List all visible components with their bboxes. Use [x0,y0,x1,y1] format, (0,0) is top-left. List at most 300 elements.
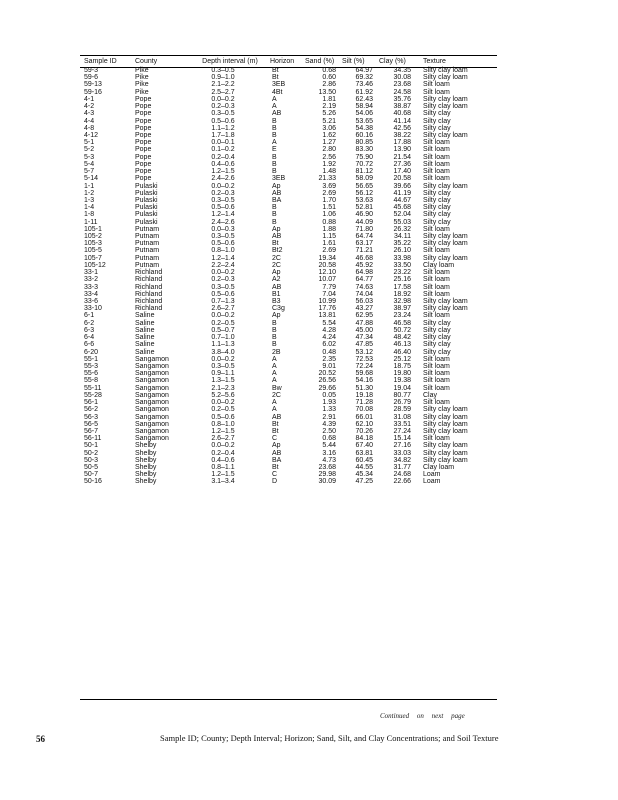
table-row [80,392,497,399]
cell-horizon: B1 [272,290,281,298]
cell-sample-id: 55-3 [84,362,99,370]
cell-horizon: AB [272,449,282,457]
cell-sample-id: 105-1 [84,225,102,233]
cell-sand: 5.26 [322,110,336,118]
cell-depth: 0.3–0.5 [211,110,235,118]
cell-silt: 72.53 [355,355,373,363]
cell-county: Pope [135,146,152,154]
cell-horizon: Ap [272,269,281,277]
cell-sand: 1.61 [322,240,336,248]
cell-texture: Clay [423,391,438,399]
cell-depth: 2.6–2.7 [211,305,235,313]
cell-clay: 55.03 [393,218,411,226]
table-row [80,349,497,356]
table-row [80,464,497,471]
cell-depth: 0.3–0.5 [211,233,235,241]
cell-depth: 2.5–2.7 [211,88,235,96]
cell-texture: Silty clay loam [423,74,468,82]
cell-clay: 19.80 [393,370,411,378]
cell-county: Saline [135,319,155,327]
cell-texture: Silt loam [423,312,450,320]
cell-clay: 30.08 [393,74,411,82]
cell-clay: 40.68 [393,110,411,118]
cell-horizon: AB [272,413,282,421]
cell-depth: 1.2–1.5 [211,168,235,176]
cell-texture: Silty clay loam [423,131,468,139]
cell-clay: 34.11 [394,233,411,241]
cell-clay: 22.66 [393,478,411,486]
cell-horizon: D [272,478,278,486]
cell-county: Putnam [135,225,160,233]
cell-silt: 67.40 [355,442,373,450]
table-row [80,146,497,153]
cell-texture: Silty clay loam [423,233,468,241]
cell-county: Sangamon [135,384,169,392]
cell-depth: 0.2–0.5 [211,319,235,327]
cell-sample-id: 33-6 [84,298,99,305]
cell-clay: 17.40 [393,168,411,176]
cell-depth: 0.9–1.1 [211,370,235,378]
cell-horizon: A [272,95,277,103]
cell-sample-id: 55-11 [84,384,102,392]
cell-texture: Silt loam [423,399,450,407]
cell-county: Putnam [135,233,160,241]
cell-horizon: AB [272,189,282,197]
cell-silt: 58.94 [355,103,373,111]
cell-texture: Silty clay [423,319,451,327]
cell-clay: 27.24 [393,427,411,435]
cell-sand: 0.68 [322,67,336,74]
cell-horizon: A [272,370,277,378]
cell-sand: 1.06 [322,211,336,219]
cell-clay: 15.14 [393,435,411,443]
table-row [80,161,497,168]
cell-county: Putnam [135,247,160,255]
cell-sand: 0.88 [322,218,336,226]
cell-horizon: AB [272,110,282,118]
cell-sand: 2.80 [322,146,336,154]
cell-clay: 45.68 [393,204,411,212]
cell-sample-id: 105-2 [84,233,102,241]
table-row [80,450,497,457]
cell-county: Pulaski [135,204,158,212]
cell-horizon: A [272,139,277,147]
cell-silt: 46.68 [355,254,373,262]
cell-sand: 3.16 [322,449,336,457]
cell-silt: 84.18 [355,435,373,443]
cell-depth: 1.2–1.4 [211,254,235,262]
cell-horizon: B [272,334,277,342]
table-row [80,211,497,218]
cell-horizon: AB [272,283,282,291]
table-row [80,399,497,406]
table-row [80,298,497,305]
table-row [80,377,497,384]
cell-horizon: B [272,218,277,226]
cell-silt: 81.12 [355,168,373,176]
cell-clay: 33.50 [393,261,411,269]
cell-sample-id: 6-6 [84,341,95,349]
cell-clay: 41.14 [393,117,411,125]
cell-clay: 38.87 [393,103,411,111]
cell-silt: 47.34 [355,334,373,342]
cell-sample-id: 55-6 [84,370,99,378]
cell-sand: 10.99 [318,298,336,305]
table-row [80,204,497,211]
cell-county: Richland [135,298,163,305]
cell-clay: 41.19 [393,189,411,197]
cell-sample-id: 50-1 [84,442,99,450]
table-row [80,168,497,175]
cell-sample-id: 59-6 [84,74,99,82]
cell-horizon: Bt [272,464,279,472]
cell-county: Shelby [135,478,157,486]
col-header-silt: Silt (%) [342,58,365,65]
table-row [80,291,497,298]
cell-sample-id: 33-10 [84,305,102,313]
cell-county: Saline [135,326,155,334]
cell-sample-id: 59-3 [84,67,99,74]
cell-depth: 0.3–0.5 [211,362,235,370]
cell-sample-id: 6-4 [84,334,95,342]
cell-sand: 3.69 [322,182,336,190]
cell-county: Shelby [135,471,157,479]
cell-silt: 54.38 [355,124,373,132]
table-row [80,96,497,103]
table-row [80,110,497,117]
table-caption: Sample ID; County; Depth Interval; Horizon; Sand, Silt, and Clay Concentrations; and Soil Texture [160,733,499,743]
cell-sample-id: 56-11 [84,435,102,443]
cell-clay: 34.35 [393,67,411,74]
cell-texture: Silty clay loam [423,449,468,457]
cell-county: Pike [135,74,149,82]
cell-texture: Silty clay loam [423,456,468,464]
cell-clay: 17.88 [393,139,411,147]
cell-depth: 0.2–0.4 [211,153,235,161]
table-row [80,284,497,291]
cell-sample-id: 5-1 [84,139,95,147]
cell-silt: 51.30 [355,384,373,392]
cell-silt: 80.85 [355,139,373,147]
table-row [80,103,497,110]
cell-sample-id: 5-4 [84,160,95,168]
cell-sample-id: 1-3 [84,196,95,204]
cell-sample-id: 33-2 [84,276,99,284]
cell-horizon: B [272,341,277,349]
cell-sample-id: 5-3 [84,153,95,161]
cell-depth: 0.0–0.2 [211,442,235,450]
cell-county: Putnam [135,261,160,269]
cell-sample-id: 56-2 [84,406,99,414]
cell-clay: 35.22 [393,240,411,248]
cell-texture: Silt loam [423,362,450,370]
cell-sand: 0.05 [322,391,336,399]
cell-sand: 23.68 [318,464,336,472]
cell-county: Pulaski [135,189,158,197]
cell-texture: Silt loam [423,370,450,378]
cell-sample-id: 1-1 [84,182,95,190]
cell-depth: 0.5–0.6 [211,240,235,248]
cell-texture: Silty clay loam [423,420,468,428]
table-body [80,67,497,486]
cell-texture: Clay loam [423,261,455,269]
cell-clay: 17.58 [393,283,411,291]
cell-clay: 46.58 [393,319,411,327]
cell-sample-id: 56-3 [84,413,99,421]
cell-horizon: B [272,131,277,139]
cell-clay: 38.22 [393,131,411,139]
cell-silt: 70.08 [355,406,373,414]
cell-county: Sangamon [135,413,169,421]
cell-sample-id: 56-1 [84,399,99,407]
cell-horizon: 4Bt [272,88,283,96]
cell-county: Sangamon [135,427,169,435]
cell-texture: Silt loam [423,160,450,168]
col-header-county: County [135,58,158,65]
cell-sand: 1.15 [322,233,336,241]
cell-texture: Silty clay [423,211,451,219]
table-row [80,226,497,233]
page-number: 56 [36,734,45,744]
cell-depth: 0.3–0.5 [211,196,235,204]
cell-sample-id: 6-2 [84,319,95,327]
cell-county: Richland [135,290,163,298]
cell-sand: 2.91 [322,413,336,421]
cell-depth: 5.2–5.6 [211,391,235,399]
cell-silt: 56.65 [355,182,373,190]
table-row [80,125,497,132]
cell-texture: Silty clay loam [423,182,468,190]
cell-sample-id: 4-8 [84,124,95,132]
cell-county: Sangamon [135,355,169,363]
cell-sand: 20.58 [318,261,336,269]
cell-horizon: A [272,377,277,385]
table-row [80,190,497,197]
cell-horizon: B [272,124,277,132]
cell-county: Shelby [135,442,157,450]
table-row [80,197,497,204]
cell-horizon: Bt [272,67,279,74]
cell-silt: 60.16 [355,131,373,139]
cell-texture: Silt loam [423,290,450,298]
cell-depth: 0.4–0.6 [211,456,235,464]
cell-clay: 23.22 [393,269,411,277]
cell-silt: 66.01 [355,413,373,421]
col-header-depth: Depth interval (m) [202,58,258,65]
cell-silt: 47.25 [355,478,373,486]
cell-clay: 21.54 [393,153,411,161]
cell-depth: 0.0–0.2 [211,355,235,363]
table-row [80,183,497,190]
cell-sand: 1.27 [322,139,336,147]
cell-county: Pope [135,95,152,103]
cell-clay: 39.66 [393,182,411,190]
cell-texture: Silty clay loam [423,95,468,103]
cell-sand: 1.62 [322,131,336,139]
cell-sample-id: 1-8 [84,211,95,219]
cell-clay: 13.90 [393,146,411,154]
cell-silt: 45.00 [355,326,373,334]
cell-county: Shelby [135,464,157,472]
cell-county: Shelby [135,449,157,457]
cell-horizon: B [272,168,277,176]
cell-texture: Loam [423,471,441,479]
cell-sample-id: 4-1 [84,95,95,103]
table-row [80,428,497,435]
cell-sand: 12.10 [318,269,336,277]
cell-county: Richland [135,269,163,277]
table-top-rule [80,55,497,56]
cell-horizon: A [272,355,277,363]
cell-horizon: 2C [272,391,281,399]
cell-horizon: B [272,153,277,161]
cell-depth: 0.0–0.2 [211,399,235,407]
cell-texture: Silt loam [423,139,450,147]
cell-texture: Silty clay loam [423,103,468,111]
cell-county: Pope [135,160,152,168]
cell-depth: 0.0–0.2 [211,269,235,277]
cell-silt: 61.92 [355,88,373,96]
table-row [80,175,497,182]
cell-county: Saline [135,341,155,349]
cell-texture: Silt loam [423,146,450,154]
table-row [80,471,497,478]
cell-sample-id: 105-3 [84,240,102,248]
cell-horizon: 3EB [272,175,286,183]
cell-clay: 27.36 [393,160,411,168]
cell-clay: 26.10 [393,247,411,255]
cell-depth: 1.7–1.8 [211,131,235,139]
cell-depth: 1.1–1.3 [211,341,235,349]
cell-sample-id: 55-28 [84,391,102,399]
cell-depth: 2.1–2.2 [211,81,235,89]
cell-depth: 0.3–0.5 [211,67,235,74]
cell-sample-id: 4-2 [84,103,95,111]
cell-depth: 0.0–0.2 [211,95,235,103]
cell-sand: 3.06 [322,124,336,132]
cell-horizon: 2C [272,261,281,269]
cell-sample-id: 6-3 [84,326,95,334]
cell-silt: 56.03 [355,298,373,305]
cell-clay: 35.76 [393,95,411,103]
cell-silt: 56.12 [355,189,373,197]
cell-sand: 1.33 [322,406,336,414]
cell-horizon: BA [272,456,282,464]
cell-sample-id: 55-8 [84,377,99,385]
cell-clay: 24.58 [393,88,411,96]
cell-sand: 1.70 [322,196,336,204]
cell-texture: Silt loam [423,384,450,392]
cell-county: Pope [135,117,152,125]
cell-texture: Silt loam [423,355,450,363]
cell-depth: 0.9–1.0 [211,74,235,82]
cell-silt: 53.63 [355,196,373,204]
cell-depth: 0.0–0.2 [211,182,235,190]
cell-depth: 1.1–1.2 [211,124,235,132]
cell-texture: Silty clay [423,218,451,226]
cell-silt: 74.63 [355,283,373,291]
cell-texture: Silt loam [423,435,450,443]
cell-sample-id: 105-7 [84,254,102,262]
cell-county: Pope [135,139,152,147]
cell-depth: 0.0–0.1 [211,139,235,147]
cell-silt: 74.04 [355,290,373,298]
col-header-sand: Sand (%) [305,58,335,65]
cell-county: Saline [135,334,155,342]
cell-clay: 33.98 [393,254,411,262]
cell-clay: 48.42 [393,334,411,342]
cell-sand: 1.81 [322,95,336,103]
cell-horizon: C [272,435,278,443]
table-row [80,269,497,276]
cell-silt: 73.46 [355,81,373,89]
cell-clay: 23.24 [393,312,411,320]
cell-sand: 2.56 [322,153,336,161]
cell-horizon: BA [272,196,282,204]
cell-clay: 33.03 [393,449,411,457]
col-header-sample-id: Sample ID [84,58,117,65]
cell-texture: Silty clay [423,341,451,349]
table-row [80,154,497,161]
cell-county: Sangamon [135,435,169,443]
table-row [80,363,497,370]
cell-county: Pope [135,110,152,118]
col-header-horizon: Horizon [270,58,295,65]
cell-sand: 4.28 [322,326,336,334]
cell-horizon: A2 [272,276,281,284]
cell-clay: 27.16 [393,442,411,450]
cell-sample-id: 59-13 [84,81,102,89]
cell-horizon: B [272,204,277,212]
cell-clay: 38.97 [393,305,411,313]
cell-horizon: A [272,399,277,407]
cell-texture: Silty clay loam [423,254,468,262]
cell-county: Sangamon [135,406,169,414]
cell-depth: 0.5–0.6 [211,117,235,125]
cell-silt: 64.98 [355,269,373,277]
cell-texture: Silt loam [423,153,450,161]
cell-depth: 0.1–0.2 [211,146,235,154]
cell-sand: 13.50 [318,88,336,96]
cell-sand: 5.54 [322,319,336,327]
cell-silt: 19.18 [355,391,373,399]
cell-horizon: Bt [272,427,279,435]
cell-horizon: B [272,160,277,168]
cell-silt: 64.97 [355,67,373,74]
cell-county: Pope [135,124,152,132]
cell-silt: 59.68 [355,370,373,378]
cell-depth: 2.2–2.4 [211,261,235,269]
cell-sample-id: 4-3 [84,110,95,118]
cell-silt: 44.55 [355,464,373,472]
cell-silt: 63.81 [355,449,373,457]
cell-texture: Silt loam [423,81,450,89]
table-row [80,414,497,421]
cell-horizon: Ap [272,442,281,450]
cell-sand: 9.01 [322,362,336,370]
cell-silt: 64.74 [355,233,373,241]
cell-silt: 44.09 [355,218,373,226]
cell-sand: 2.69 [322,189,336,197]
cell-depth: 0.7–1.3 [211,298,235,305]
table-row [80,233,497,240]
cell-sample-id: 50-7 [84,471,99,479]
cell-silt: 53.12 [355,348,373,356]
cell-horizon: A [272,406,277,414]
cell-clay: 31.08 [393,413,411,421]
cell-county: Pope [135,131,152,139]
cell-sand: 19.34 [318,254,336,262]
